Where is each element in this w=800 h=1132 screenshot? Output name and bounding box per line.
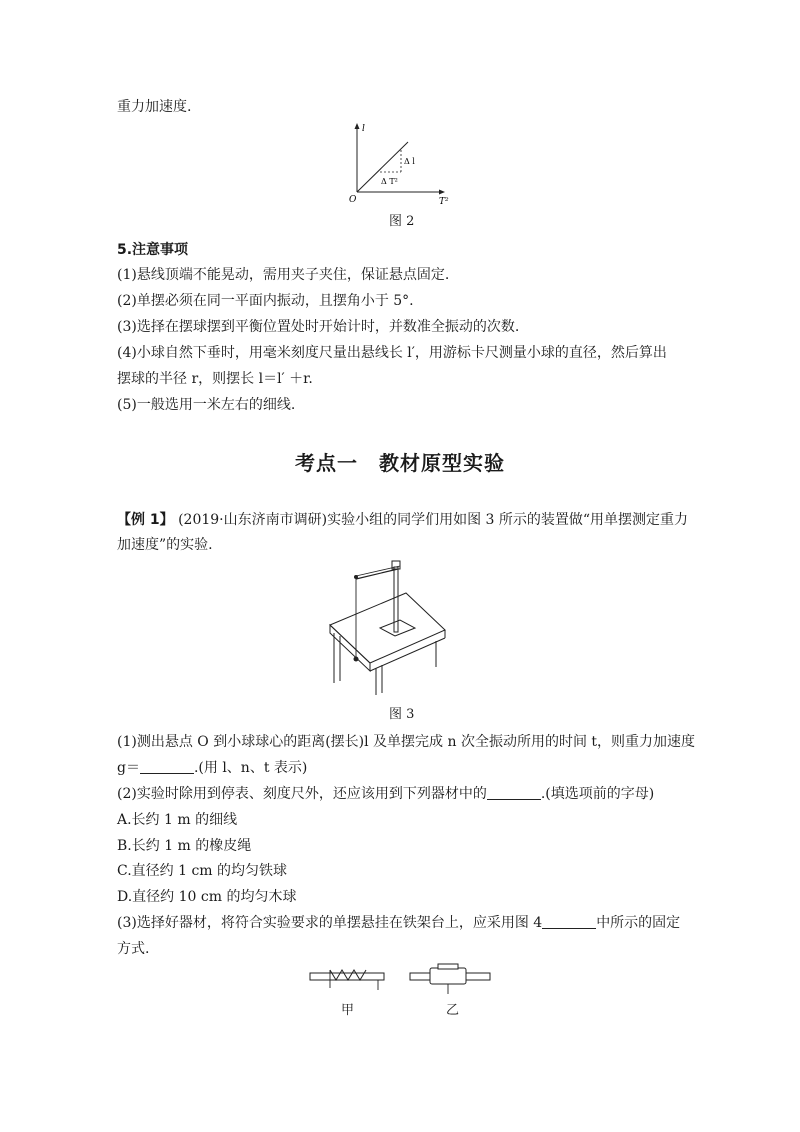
note-item-4-cont: 摆球的半径 r，则摆长 l＝l′ ＋r.: [117, 371, 313, 387]
stand-arm: [356, 569, 398, 579]
option-d: D.直径约 10 cm 的均匀木球: [117, 889, 297, 905]
table-top: [330, 593, 445, 663]
coil-string: [330, 970, 366, 980]
note-item-4: (4)小球自然下垂时，用毫米刻度尺量出悬线长 l′，用游标卡尺测量小球的直径，然后算出: [117, 345, 667, 361]
figure-4-left-coil-clamp: [308, 960, 388, 996]
pendulum-ball: [354, 657, 359, 662]
option-b: B.长约 1 m 的橡皮绳: [117, 838, 252, 854]
origin-label: O: [349, 195, 357, 205]
x-axis-arrow: [439, 190, 445, 195]
question-3-line-1: [117, 914, 680, 932]
figure-4-right-label: 乙: [446, 1003, 460, 1018]
q3-suffix: 中所示的固定: [596, 915, 681, 931]
q3-prefix: (3)选择好器材，将符合实验要求的单摆悬挂在铁架台上，应采用图 4: [117, 915, 543, 931]
figure-2-caption: 图 2: [389, 214, 415, 229]
figure-4-right-clip-clamp: [408, 960, 498, 996]
question-3-line-2: 方式.: [117, 941, 150, 957]
question-2: [117, 785, 654, 803]
section-heading: 考点一 教材原型实验: [295, 451, 505, 475]
notes-title: 5.注意事项: [117, 242, 189, 258]
q2-suffix: .(填选项前的字母): [540, 786, 655, 802]
note-item-2: (2)单摆必须在同一平面内振动，且摆角小于 5°.: [117, 293, 414, 309]
option-c: C.直径约 1 cm 的均匀铁球: [117, 863, 288, 879]
note-item-5: (5)一般选用一米左右的细线.: [117, 397, 296, 413]
x-axis-label: T²: [439, 197, 449, 206]
delta-l-label: Δ l: [404, 157, 415, 166]
note-item-3: (3)选择在摆球摆到平衡位置处时开始计时，并数准全振动的次数.: [117, 319, 520, 335]
note-item-1: (1)悬线顶端不能晃动，需用夹子夹住，保证悬点固定.: [117, 267, 450, 283]
q2-prefix: (2)实验时除用到停表、刻度尺外，还应该用到下列器材中的: [117, 786, 487, 802]
figure-2-graph: [340, 120, 460, 206]
question-1-line-2: [117, 759, 307, 777]
clip: [430, 968, 466, 984]
intro-text: 重力加速度.: [117, 99, 192, 115]
answer-blank-2[interactable]: [487, 785, 541, 800]
y-axis-arrow: [355, 123, 360, 129]
delta-t2-label: Δ T²: [381, 177, 398, 186]
figure-3-apparatus: [320, 555, 480, 700]
answer-blank-3[interactable]: [542, 914, 596, 929]
y-axis-label: l: [362, 124, 365, 134]
example-tag: 【例 1】: [117, 512, 174, 528]
table-edge: [330, 625, 370, 671]
figure-3-caption: 图 3: [389, 707, 415, 722]
example-line-2: 加速度”的实验.: [117, 537, 213, 553]
example-text-1: (2019·山东济南市调研)实验小组的同学们用如图 3 所示的装置做“用单摆测定重力: [178, 512, 689, 528]
option-a: A.长约 1 m 的细线: [117, 812, 238, 828]
example-line-1: [117, 511, 688, 529]
q1-formula-suffix: .(用 l、n、t 表示): [193, 760, 308, 776]
question-1-line-1: (1)测出悬点 O 到小球球心的距离(摆长)l 及单摆完成 n 次全振动所用的时间 t，则重力加速度: [117, 734, 696, 750]
q1-formula-prefix: g＝: [117, 760, 140, 776]
answer-blank-1[interactable]: [140, 759, 194, 774]
figure-4-left-label: 甲: [341, 1003, 355, 1018]
